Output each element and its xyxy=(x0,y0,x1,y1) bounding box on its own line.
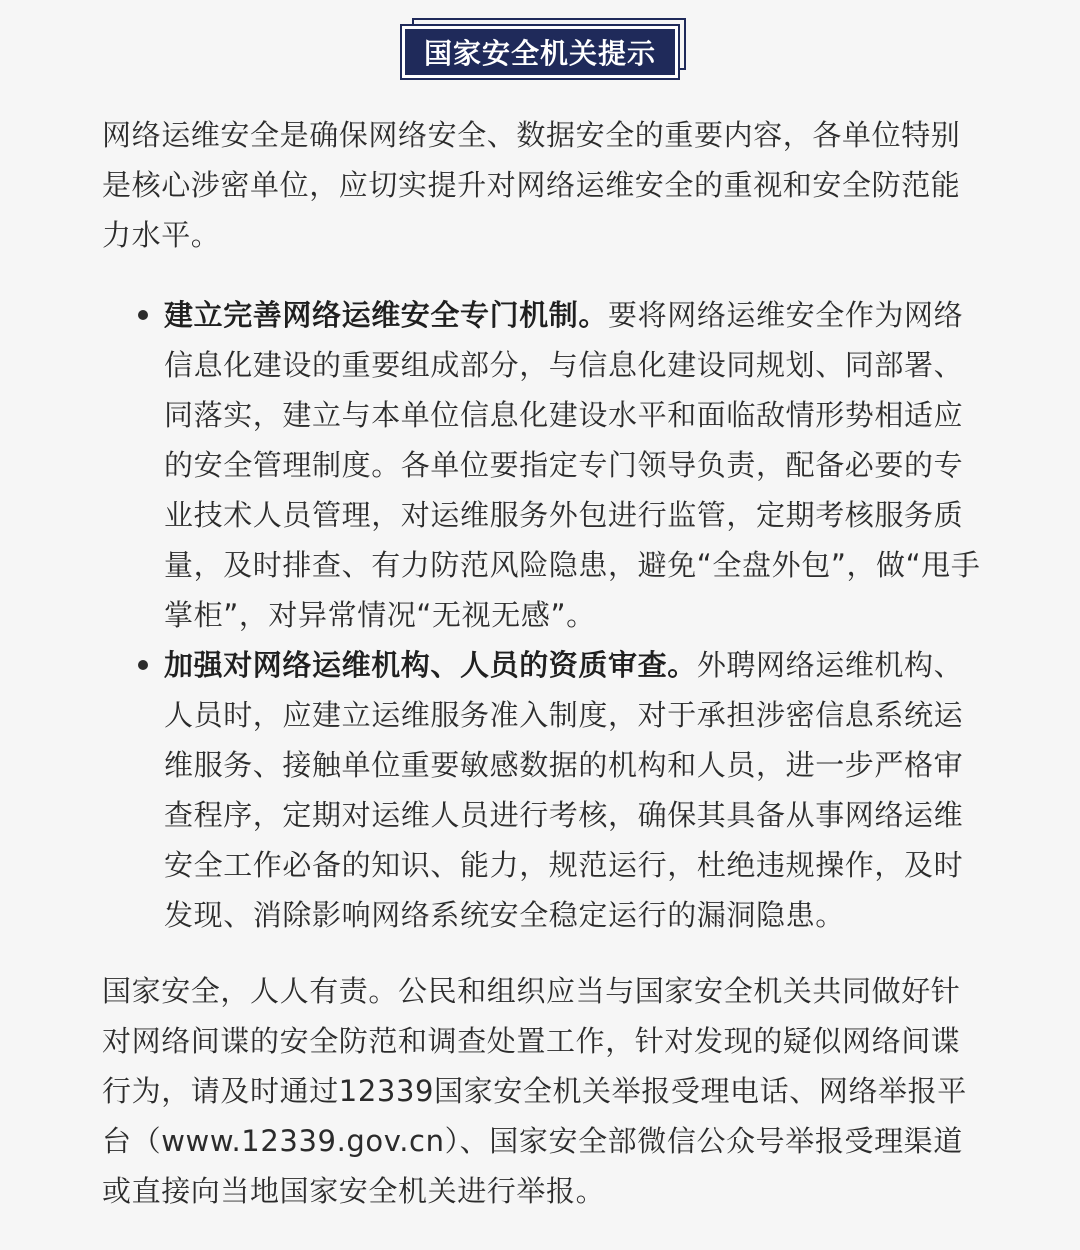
bullet-item-mechanism xyxy=(102,290,982,640)
closing-paragraph: 国家安全，人人有责。公民和组织应当与国家安全机关共同做好针对网络间谍的安全防范和调查处置工作，针对发现的疑似网络间谍行为，请及时通过12339国家安全机关举报受理电话、网络举报平台（www.12339.gov.cn）、国家安全部微信公众号举报受理渠道或直接向当地国家安全机关进行举报。 xyxy=(102,974,967,1208)
title-badge xyxy=(402,18,686,78)
page-title: 国家安全机关提示 xyxy=(423,37,656,70)
bullet-dot-icon xyxy=(138,660,148,670)
bullet-heading: 建立完善网络运维安全专门机制。 xyxy=(164,298,609,332)
bullet-body: 要将网络运维安全作为网络信息化建设的重要组成部分，与信息化建设同规划、同部署、同落实，建立与本单位信息化建设水平和面临敌情形势相适应的安全管理制度。各单位要指定专门领导负责，配备必要的专业技术人员管理，对运维服务外包进行监管，定期考核服务质量，及时排查、有力防范风险隐患，避免“全盘外包”，做“甩手掌柜”，对异常情况“无视无感”。 xyxy=(164,298,981,632)
title-badge-box xyxy=(402,26,678,78)
intro-paragraph: 网络运维安全是确保网络安全、数据安全的重要内容，各单位特别是核心涉密单位，应切实提升对网络运维安全的重视和安全防范能力水平。 xyxy=(102,118,961,252)
bullet-dot-icon xyxy=(138,310,148,320)
bullet-list xyxy=(102,290,982,940)
bullet-heading: 加强对网络运维机构、人员的资质审查。 xyxy=(164,648,697,682)
bullet-item-qualification xyxy=(102,640,982,940)
bullet-body: 外聘网络运维机构、人员时，应建立运维服务准入制度，对于承担涉密信息系统运维服务、接触单位重要敏感数据的机构和人员，进一步严格审查程序，定期对运维人员进行考核，确保其具备从事网络运维安全工作必备的知识、能力，规范运行，杜绝违规操作，及时发现、消除影响网络系统安全稳定运行的漏洞隐患。 xyxy=(164,648,964,932)
